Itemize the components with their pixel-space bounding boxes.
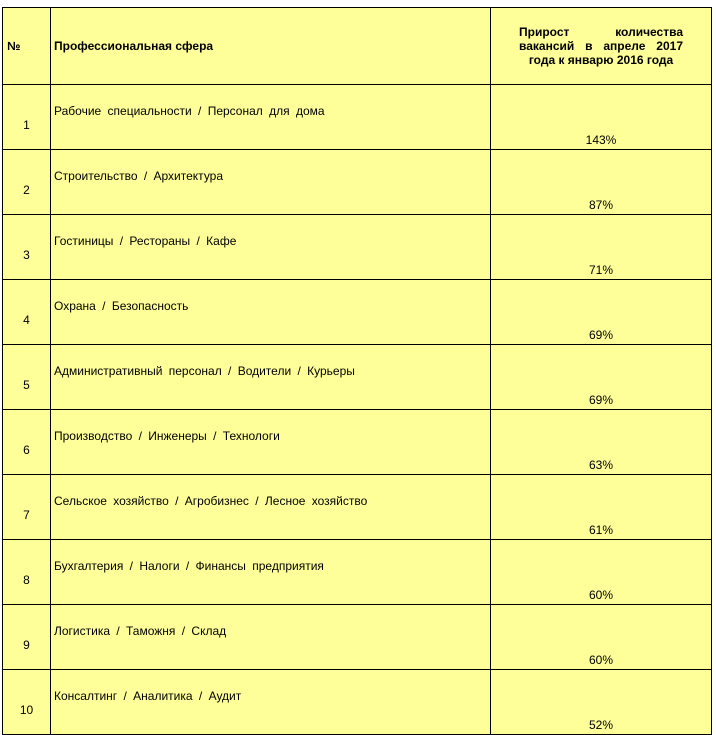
header-vacancy-growth: Прирост количества вакансий в апреле 2017 года к январю 2016 года — [491, 8, 712, 85]
header-number: № — [3, 8, 51, 85]
row-growth-value: 63% — [491, 410, 712, 475]
table-row — [3, 280, 712, 345]
header-professional-area: Профессиональная сфера — [51, 8, 491, 85]
header-row — [3, 8, 712, 85]
row-number: 3 — [3, 215, 51, 280]
row-growth-value: 60% — [491, 605, 712, 670]
row-professional-area: Гостиницы / Рестораны / Кафе — [51, 215, 491, 280]
table-row — [3, 540, 712, 605]
table-header — [3, 8, 712, 85]
row-professional-area: Рабочие специальности / Персонал для дома — [51, 85, 491, 150]
table-row — [3, 85, 712, 150]
table-row — [3, 605, 712, 670]
row-number: 8 — [3, 540, 51, 605]
row-growth-value: 71% — [491, 215, 712, 280]
row-professional-area: Логистика / Таможня / Склад — [51, 605, 491, 670]
table-row — [3, 215, 712, 280]
row-number: 9 — [3, 605, 51, 670]
row-number: 4 — [3, 280, 51, 345]
row-growth-value: 61% — [491, 475, 712, 540]
table-row — [3, 150, 712, 215]
row-professional-area: Строительство / Архитектура — [51, 150, 491, 215]
row-number: 5 — [3, 345, 51, 410]
row-number: 1 — [3, 85, 51, 150]
vacancy-growth-table — [2, 7, 712, 735]
row-number: 10 — [3, 670, 51, 735]
row-growth-value: 52% — [491, 670, 712, 735]
table-row — [3, 475, 712, 540]
row-growth-value: 87% — [491, 150, 712, 215]
row-professional-area: Консалтинг / Аналитика / Аудит — [51, 670, 491, 735]
row-number: 6 — [3, 410, 51, 475]
row-growth-value: 143% — [491, 85, 712, 150]
table-row — [3, 410, 712, 475]
row-number: 7 — [3, 475, 51, 540]
table-row — [3, 345, 712, 410]
row-professional-area: Охрана / Безопасность — [51, 280, 491, 345]
table-row — [3, 670, 712, 735]
row-growth-value: 60% — [491, 540, 712, 605]
row-professional-area: Административный персонал / Водители / Курьеры — [51, 345, 491, 410]
row-professional-area: Производство / Инженеры / Технологи — [51, 410, 491, 475]
row-professional-area: Бухгалтерия / Налоги / Финансы предприятия — [51, 540, 491, 605]
row-professional-area: Сельское хозяйство / Агробизнес / Лесное хозяйство — [51, 475, 491, 540]
table-body — [3, 85, 712, 735]
row-growth-value: 69% — [491, 345, 712, 410]
row-growth-value: 69% — [491, 280, 712, 345]
row-number: 2 — [3, 150, 51, 215]
